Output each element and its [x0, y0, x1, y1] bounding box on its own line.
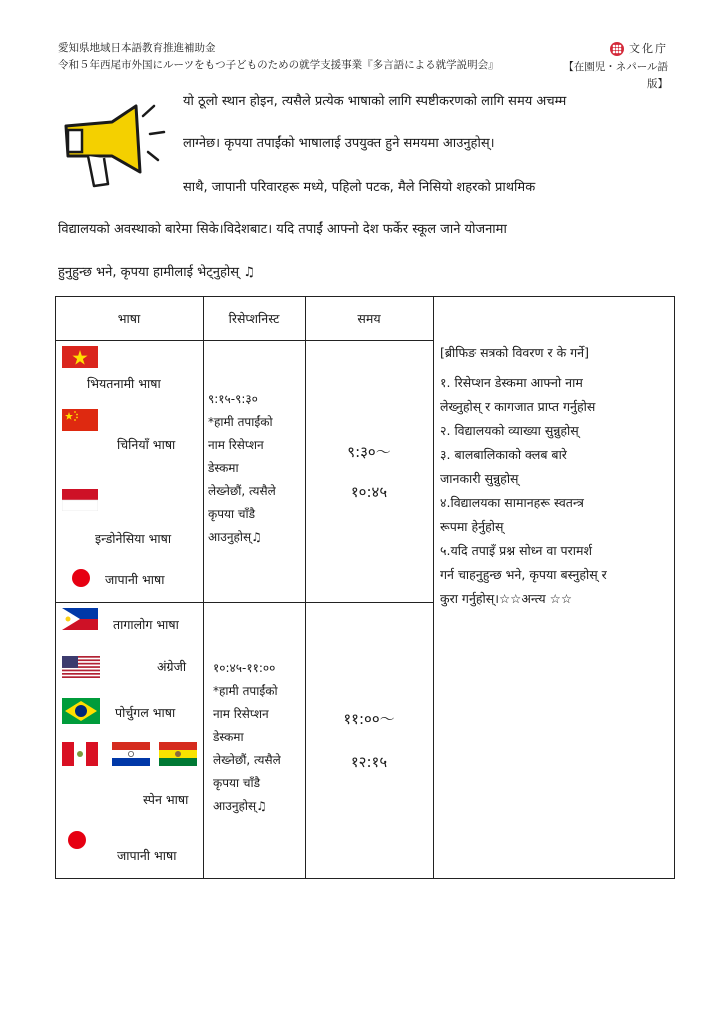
table-border-left	[55, 296, 56, 879]
lang-vietnamese: भियतनामी भाषा	[87, 376, 161, 391]
lang-tagalog: तागालोग भाषा	[113, 617, 179, 632]
intro-line-3: साथै, जापानी परिवारहरू मध्ये, पहिलो पटक, मैले निसियो शहरको प्राथमिक	[183, 180, 536, 195]
intro-line-1: यो ठूलो स्थान होइन, त्यसैले प्रत्येक भाषाको लागि स्पष्टीकरणको लागि समय अचम्म	[183, 94, 567, 109]
bolivia-flag-icon	[159, 742, 197, 766]
paraguay-flag-icon	[112, 742, 150, 766]
usa-flag-icon	[62, 656, 100, 678]
briefing-line: २. विद्यालयको व्याख्या सुन्नुहोस्	[440, 423, 579, 438]
lang-japanese: जापानी भाषा	[105, 572, 165, 587]
peru-flag-icon	[62, 742, 98, 766]
briefing-line: लेख्नुहोस् र कागजात प्राप्त गर्नुहोस	[440, 399, 596, 414]
lang-chinese: चिनियाँ भाषा	[117, 437, 176, 452]
intro-line-5: हुनुहुन्छ भने, कृपया हामीलाई भेट्नुहोस् ♫	[58, 265, 255, 280]
header-left	[58, 40, 499, 74]
table-border-right	[674, 296, 675, 879]
megaphone-icon	[60, 100, 172, 192]
group1-reception-note: *हामी तपाईंको नाम रिसेप्शन डेस्कमा लेख्नेछौं, त्यसैले कृपया चाँडै आउनुहोस्♫	[208, 415, 276, 544]
intro-line-2: लाग्नेछ। कृपया तपाईंको भाषालाई उपयुक्त हुने समयमा आउनुहोस्।	[183, 136, 495, 151]
intro-line-4: विद्यालयको अवस्थाको बारेमा सिके।विदेशबाट। यदि तपाईं आफ्नो देश फर्केर स्कूल जाने योजनामा	[58, 222, 507, 237]
group2-time-end: १२:१५	[350, 753, 388, 771]
briefing-line: गर्न चाहनुहुन्छ भने, कृपया बस्नुहोस् र	[440, 567, 607, 582]
group1-time-end: १०:४५	[350, 483, 388, 501]
vietnam-flag-icon	[62, 346, 98, 368]
schedule-table	[55, 296, 675, 879]
briefing-details	[440, 344, 672, 611]
edition-label: 【在園児・ネパール語版】	[563, 61, 668, 90]
header-reception: रिसेप्शनिस्ट	[228, 310, 280, 326]
group2-time-start: ११:००～	[343, 710, 395, 728]
lang-indonesian: इन्डोनेसिया भाषा	[95, 531, 172, 546]
table-border-bottom	[55, 878, 675, 879]
header-language: भाषा	[117, 310, 141, 326]
agency-logo	[548, 40, 668, 57]
subsidy-title: 愛知県地域日本語教育推進補助金	[58, 42, 216, 54]
briefing-line: जानकारी सुन्नुहोस्	[440, 471, 519, 486]
group1-reception-time: ९:१५-९:३०	[208, 392, 258, 406]
briefing-line: ४.विद्यालयका सामानहरू स्वतन्त्र	[440, 495, 584, 510]
header-right	[548, 40, 668, 93]
japan-flag-icon	[71, 568, 91, 588]
indonesia-flag-icon	[62, 489, 98, 511]
header-divider	[55, 340, 433, 341]
logo-text: 文化庁	[629, 42, 668, 55]
header-time: समय	[357, 310, 381, 326]
column-divider-2	[305, 296, 306, 879]
lang-spanish: स्पेन भाषा	[143, 792, 189, 807]
column-divider-1	[203, 296, 204, 879]
briefing-line: ५.यदि तपाइँ प्रश्न सोध्न वा परामर्श	[440, 543, 592, 558]
column-divider-3	[433, 296, 434, 879]
briefing-title: [ब्रीफिङ सत्रको विवरण र के गर्ने]	[440, 345, 589, 360]
brazil-flag-icon	[62, 698, 100, 724]
briefing-line: कुरा गर्नुहोस्।☆☆अन्त्य ☆☆	[440, 591, 573, 606]
group-divider	[55, 602, 433, 603]
lang-english: अंग्रेजी	[157, 659, 187, 674]
group2-reception-note: *हामी तपाईंको नाम रिसेप्शन डेस्कमा लेख्नेछौं, त्यसैले कृपया चाँडै आउनुहोस्♫	[213, 684, 281, 813]
japan-flag-icon-2	[67, 830, 87, 850]
briefing-line: रूपमा हेर्नुहोस्	[440, 519, 504, 534]
group2-reception-time: १०:४५-११:००	[213, 661, 276, 675]
project-title: 令和５年西尾市外国にルーツをもつ子どものための就学支援事業『多言語による就学説明会』	[58, 59, 499, 71]
briefing-line: १. रिसेप्शन डेस्कमा आफ्नो नाम	[440, 375, 583, 390]
philippines-flag-icon	[62, 608, 98, 630]
china-flag-icon	[62, 409, 98, 431]
group1-time-start: ९:३०～	[347, 443, 391, 461]
logo-mark-icon	[609, 41, 625, 57]
lang-japanese-2: जापानी भाषा	[117, 848, 177, 863]
briefing-line: ३. बालबालिकाको क्लब बारे	[440, 447, 567, 462]
lang-portuguese: पोर्चुगल भाषा	[115, 705, 176, 720]
